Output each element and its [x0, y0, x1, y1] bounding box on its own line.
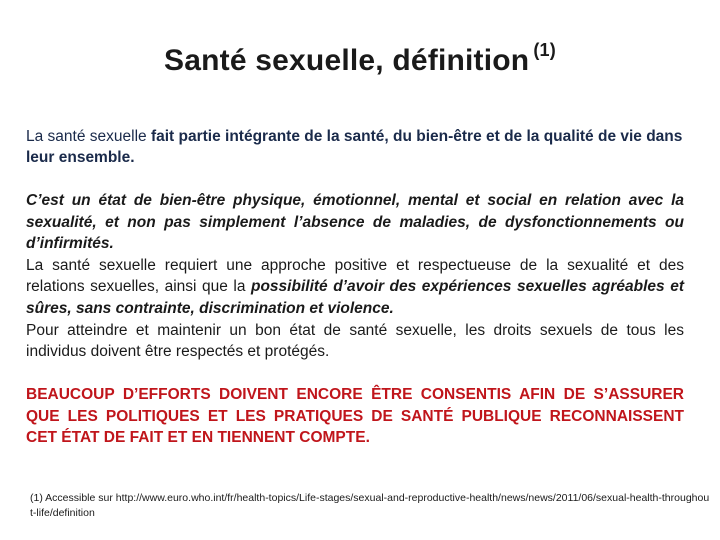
title-text: Santé sexuelle, définition	[164, 44, 530, 77]
definition-sentence-1: C’est un état de bien-être physique, émotionnel, mental et social en relation avec la sexualité, et non pas simplement l’absence de maladies, de dysfonctionnements ou d’infirmités.	[26, 192, 684, 253]
call-to-action: BEAUCOUP D’EFFORTS DOIVENT ENCORE ÊTRE CONSENTIS AFIN DE S’ASSURER QUE LES POLITIQUES ET LES PRATIQUES DE SANTÉ PUBLIQUE RECONNAISSENT CET ÉTAT DE FAIT ET EN TIENNENT COMPTE.	[26, 386, 684, 447]
definition-sentence-2-emphasis: possibilité d’avoir des expériences sexuelles agréables et sûres, sans contrainte, discrimination et violence.	[26, 278, 684, 317]
slide-title	[0, 40, 720, 78]
title-footnote-ref: (1)	[533, 40, 556, 60]
definition-paragraph	[26, 190, 684, 363]
intro-bold: fait partie intégrante de la santé, du bien-être et de la qualité de vie dans leur ensemble.	[26, 128, 683, 166]
intro-paragraph	[26, 126, 686, 168]
definition-sentence-3: Pour atteindre et maintenir un bon état de santé sexuelle, les droits sexuels de tous les individus doivent être respectés et protégés.	[26, 321, 684, 361]
intro-lead: La santé sexuelle	[26, 128, 151, 145]
definition-sentence-2-lead: La santé sexuelle requiert une approche positive et respectueuse de la sexualité et des relations sexuelles, ainsi que la	[26, 256, 684, 296]
footnote: (1) Accessible sur http://www.euro.who.int/fr/health-topics/Life-stages/sexual-and-reproductive-health/news/news/2011/06/sexual-health-throughout-life/definition	[30, 492, 710, 519]
